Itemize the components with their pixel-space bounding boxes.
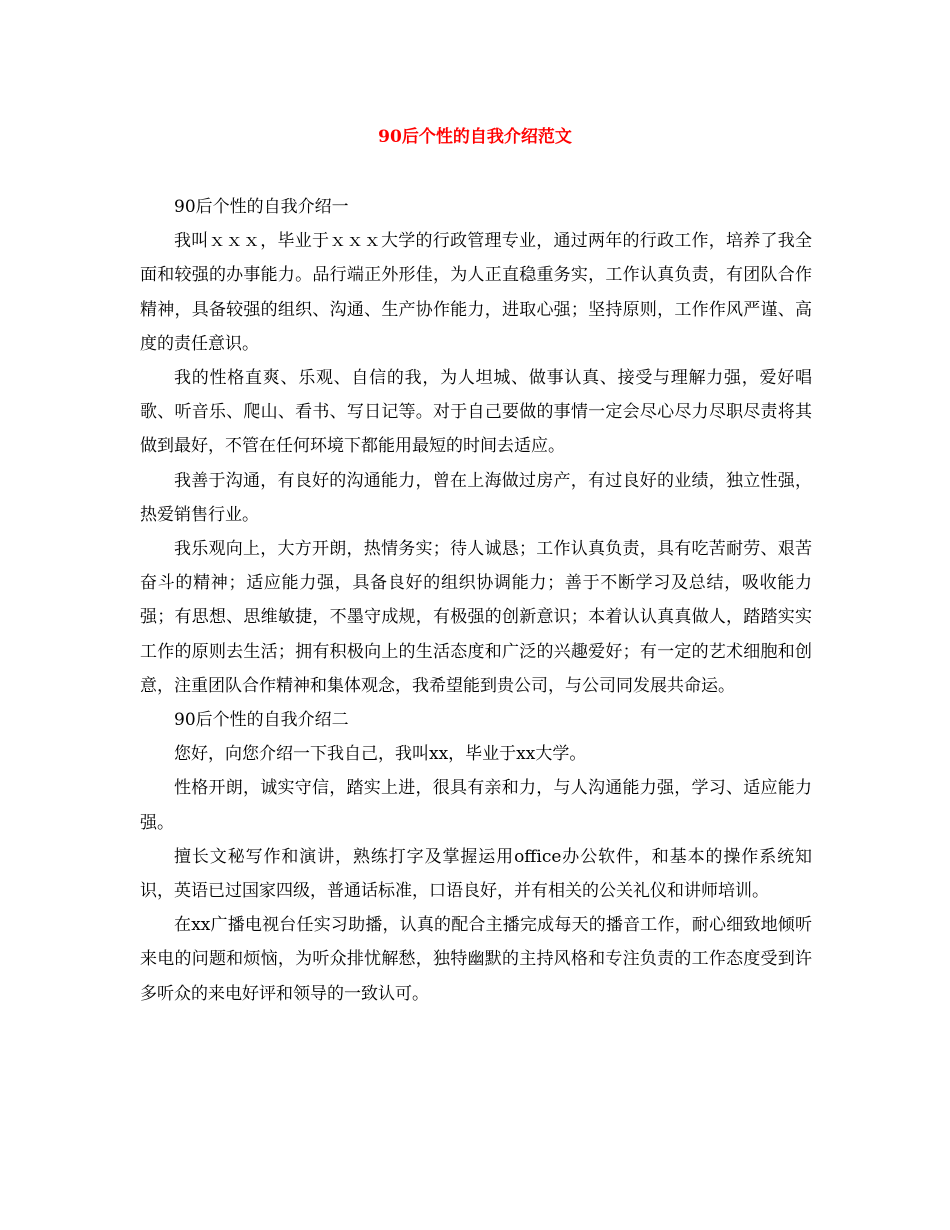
document-title: 90后个性的自我介绍范文: [378, 127, 572, 147]
paragraph-5: 您好，向您介绍一下我自己，我叫xx，毕业于xx大学。: [174, 744, 587, 765]
section-heading-2: 90后个性的自我介绍二: [174, 710, 349, 731]
paragraph-8: 在xx广播电视台任实习助播，认真的配合主播完成每天的播音工作，耐心细致地倾听来电的问题和烦恼，为听众排忧解愁，独特幽默的主持风格和专注负责的工作态度受到许多听众的来电好评和领导的一致认可。: [140, 915, 812, 1004]
section-heading-1: 90后个性的自我介绍一: [174, 197, 349, 217]
paragraph-1: 我叫ｘｘｘ，毕业于ｘｘｘ大学的行政管理专业，通过两年的行政工作，培养了我全面和较强的办事能力。品行端正外形佳，为人正直稳重务实，工作认真负责，有团队合作精神，具备较强的组织、沟通、生产协作能力，进取心强；坚持原则，工作作风严谨、高度的责任意识。: [140, 231, 812, 354]
paragraph-3: 我善于沟通，有良好的沟通能力，曾在上海做过房产，有过良好的业绩，独立性强，热爱销售行业。: [140, 470, 812, 525]
paragraph-2: 我的性格直爽、乐观、自信的我，为人坦城、做事认真、接受与理解力强，爱好唱歌、听音乐、爬山、看书、写日记等。对于自己要做的事情一定会尽心尽力尽职尽责将其做到最好，不管在任何环境下都能用最短的时间去适应。: [140, 368, 812, 457]
paragraph-4: 我乐观向上，大方开朗，热情务实；待人诚恳；工作认真负责，具有吃苦耐劳、艰苦奋斗的精神；适应能力强，具备良好的组织协调能力；善于不断学习及总结，吸收能力强；有思想、思维敏捷，不墨守成规，有极强的创新意识；本着认认真真做人，踏踏实实工作的原则去生活；拥有积极向上的生活态度和广泛的兴趣爱好；有一定的艺术细胞和创意，注重团队合作精神和集体观念，我希望能到贵公司，与公司同发展共命运。: [140, 539, 812, 696]
paragraph-7: 擅长文秘写作和演讲，熟练打字及掌握运用office办公软件，和基本的操作系统知识，英语已过国家四级，普通话标准，口语良好，并有相关的公关礼仪和讲师培训。: [140, 846, 812, 902]
document-body: [140, 190, 812, 1011]
paragraph-6: 性格开朗，诚实守信，踏实上进，很具有亲和力，与人沟通能力强，学习、适应能力强。: [140, 778, 812, 833]
